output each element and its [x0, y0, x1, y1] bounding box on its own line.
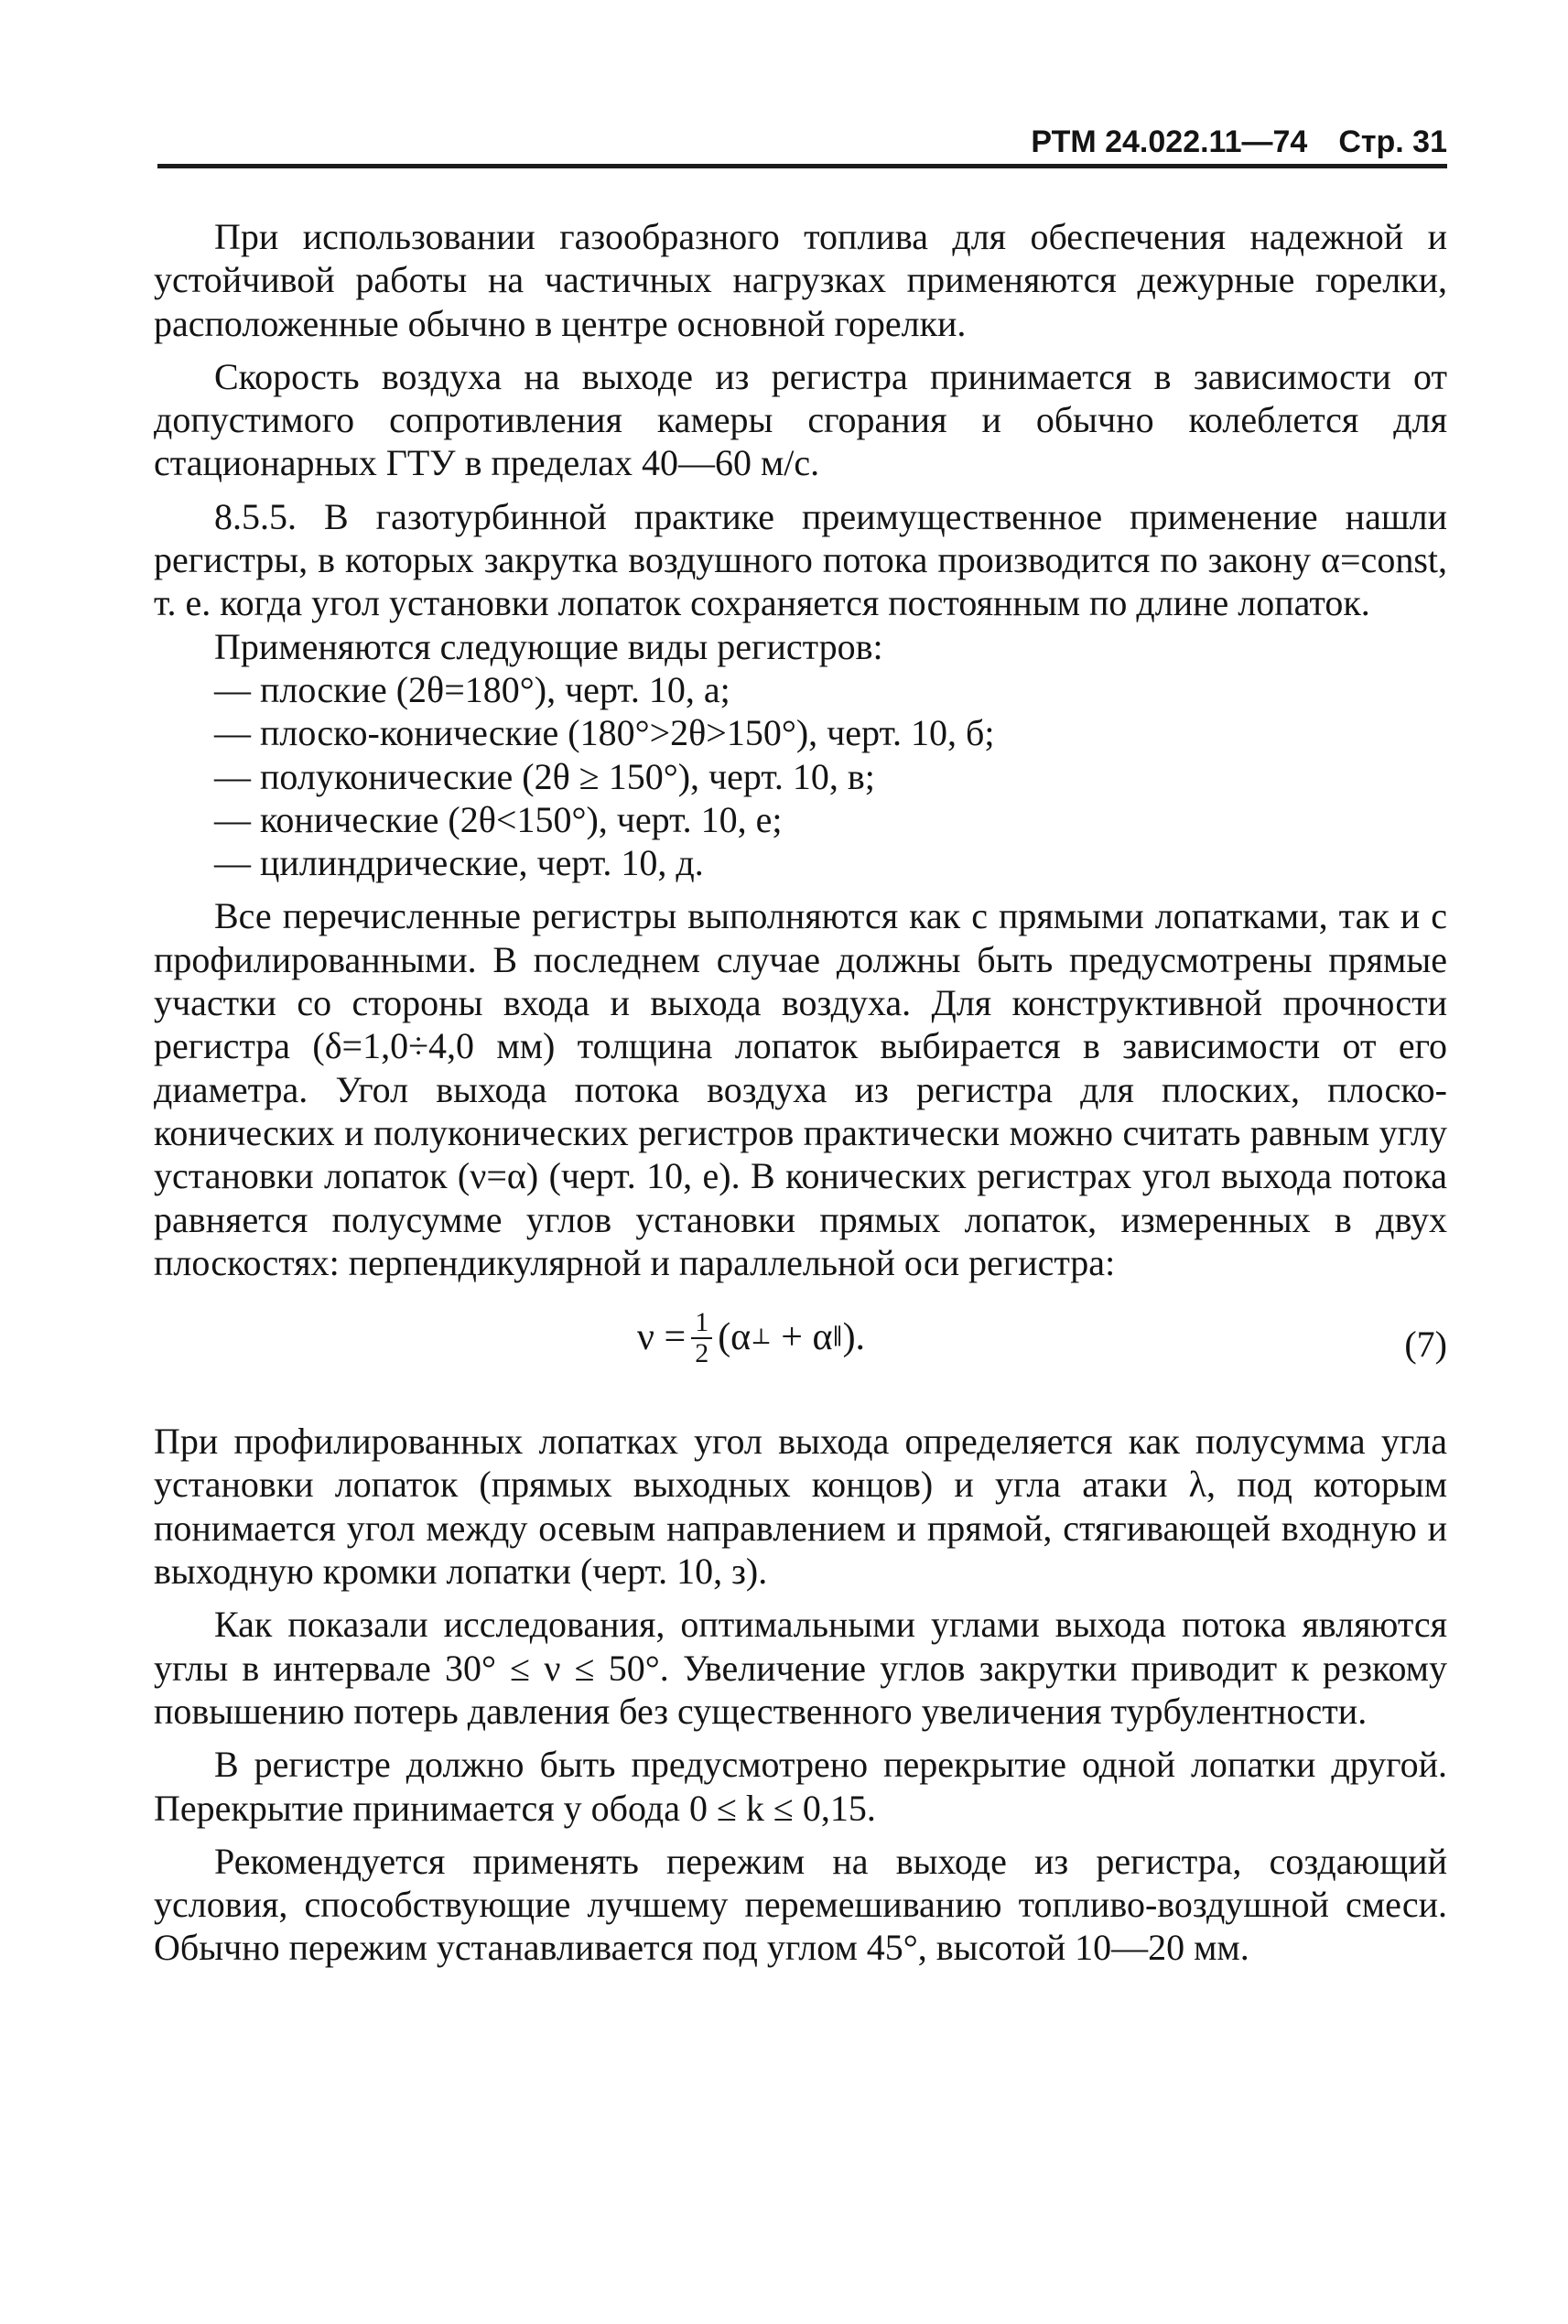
list-item: — плоские (2θ=180°), черт. 10, а;: [214, 668, 730, 710]
paragraph: Применяются следующие виды регистров:: [214, 625, 883, 667]
paragraph: Рекомендуется применять пережим на выходе из регистра, создающий условия, способствующие лучшему перемешиванию топливо-воздушной смеси. Обычно пережим устанавливается под углом 45°, высотой 10—20 мм.: [154, 1840, 1447, 1969]
page-header: [157, 123, 1447, 168]
equation-number: (7): [1404, 1324, 1447, 1366]
formula-open: (α: [718, 1316, 752, 1359]
formula-plus: + α: [771, 1316, 833, 1359]
formula-fraction: [691, 1308, 712, 1368]
list-item: — полуконические (2θ ≥ 150°), черт. 10, в;: [214, 755, 875, 797]
fraction-denominator: 2: [695, 1338, 709, 1369]
document-body: [154, 215, 1447, 1980]
page-number: Стр. 31: [1338, 124, 1447, 159]
list-item: — конические (2θ<150°), черт. 10, е;: [214, 798, 783, 840]
paragraph: Все перечисленные регистры выполняются как с прямыми лопатками, так и с профилированными. В последнем случае должны быть предусмотрены прямые участки со стороны входа и выхода воздуха. Для конструктивной прочности регистра (δ=1,0÷4,0 мм) толщина лопаток выбирается в зависимости от его диаметра. Угол выхода потока воздуха из регистра для плоских, плоско-конических и полуконических регистров практически можно считать равным углу установки лопаток (ν=α) (черт. 10, е). В конических регистрах угол выхода потока равняется полусумме углов установки прямых лопаток, измеренных в двух плоскостях: перпендикулярной и параллельной оси регистра:: [154, 895, 1447, 1283]
paragraph: 8.5.5. В газотурбинной практике преимущественное применение нашли регистры, в которых закрутка воздушного потока производится по закону α=const, т. е. когда угол установки лопаток сохраняется постоянным по длине лопаток.: [154, 495, 1447, 624]
fraction-numerator: 1: [691, 1308, 712, 1339]
formula-subscript-parallel: ∥: [832, 1325, 843, 1350]
paragraph: Как показали исследования, оптимальными углами выхода потока являются углы в интервале 30° ≤ ν ≤ 50°. Увеличение углов закрутки приводит к резкому повышению потерь давления без существенного увеличения турбулентности.: [154, 1604, 1447, 1732]
paragraph: Скорость воздуха на выходе из регистра принимается в зависимости от допустимого сопротивления камеры сгорания и обычно колеблется для стационарных ГТУ в пределах 40—60 м/с.: [154, 355, 1447, 484]
paragraph: В регистре должно быть предусмотрено перекрытие одной лопатки другой. Перекрытие принимается у обода 0 ≤ k ≤ 0,15.: [154, 1744, 1447, 1829]
formula-expression: [637, 1308, 865, 1368]
formula-subscript-perp: ⊥: [751, 1325, 772, 1350]
formula-close: ).: [842, 1316, 866, 1359]
register-types-list: [154, 668, 1447, 884]
paragraph: При профилированных лопатках угол выхода определяется как полусумма угла установки лопаток (прямых выходных концов) и угла атаки λ, под которым понимается угол между осевым направлением и прямой, стягивающей входную и выходную кромки лопатки (черт. 10, з).: [154, 1421, 1447, 1593]
list-item: — цилиндрические, черт. 10, д.: [214, 842, 704, 884]
list-item: — плоско-конические (180°>2θ>150°), черт. 10, б;: [214, 712, 995, 754]
formula-7: [154, 1295, 1447, 1396]
document-code: РТМ 24.022.11—74: [1031, 124, 1308, 159]
formula-lhs: ν =: [637, 1316, 687, 1359]
paragraph: При использовании газообразного топлива для обеспечения надежной и устойчивой работы на частичных нагрузках применяются дежурные горелки, расположенные обычно в центре основной горелки.: [154, 216, 1447, 344]
